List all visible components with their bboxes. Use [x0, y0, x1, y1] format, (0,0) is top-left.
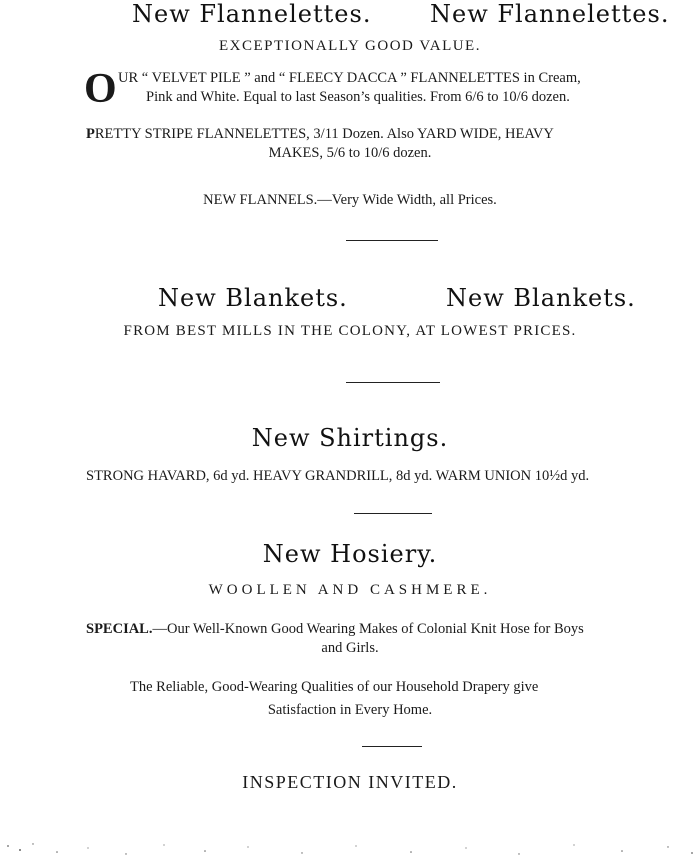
shirtings-heading: New Shirtings.: [251, 424, 449, 452]
flannelettes-para2-lead: P: [86, 126, 95, 142]
flannelettes-para2-line2: MAKES, 5/6 to 10/6 dozen.: [268, 145, 432, 161]
hosiery-subheading: WOOLLEN AND CASHMERE.: [208, 582, 492, 598]
section-divider: [346, 240, 438, 241]
flannelettes-heading-left: New Flannelettes.: [132, 0, 372, 28]
blankets-heading-left: New Blankets.: [158, 284, 348, 312]
hosiery-special-line1: [86, 621, 584, 638]
section-divider: [354, 513, 432, 514]
hosiery-closing-line1: The Reliable, Good-Wearing Qualities of our Household Drapery give: [130, 679, 539, 695]
flannelettes-dropcap: O: [84, 66, 117, 112]
flannelettes-heading-right: New Flannelettes.: [430, 0, 670, 28]
flannelettes-subheading: EXCEPTIONALLY GOOD VALUE.: [219, 38, 481, 54]
flannelettes-para1-line2: Pink and White. Equal to last Season’s qualities. From 6/6 to 10/6 dozen.: [146, 89, 570, 105]
flannelettes-para1-line1: UR “ VELVET PILE ” and “ FLEECY DACCA ” FLANNELETTES in Cream,: [118, 70, 581, 86]
blankets-heading-right: New Blankets.: [446, 284, 636, 312]
print-specks: [0, 836, 700, 860]
shirtings-line: STRONG HAVARD, 6d yd. HEAVY GRANDRILL, 8d yd. WARM UNION 10½d yd.: [86, 468, 590, 484]
blankets-subheading: FROM BEST MILLS IN THE COLONY, AT LOWEST PRICES.: [123, 323, 577, 339]
inspection-invited: INSPECTION INVITED.: [242, 772, 458, 792]
hosiery-heading: New Hosiery.: [262, 540, 438, 568]
section-divider: [362, 746, 422, 747]
section-divider: [346, 382, 440, 383]
hosiery-special-line1-text: —Our Well-Known Good Wearing Makes of Colonial Knit Hose for Boys: [152, 621, 584, 637]
hosiery-closing-line2: Satisfaction in Every Home.: [267, 702, 433, 718]
flannelettes-para2-line1: [86, 126, 554, 143]
flannelettes-para2-line1-text: RETTY STRIPE FLANNELETTES, 3/11 Dozen. Also YARD WIDE, HEAVY: [94, 126, 554, 142]
hosiery-special-lead: SPECIAL.: [86, 621, 153, 637]
hosiery-special-line2: and Girls.: [321, 640, 379, 656]
flannels-line: NEW FLANNELS.—Very Wide Width, all Prices.: [203, 192, 497, 208]
